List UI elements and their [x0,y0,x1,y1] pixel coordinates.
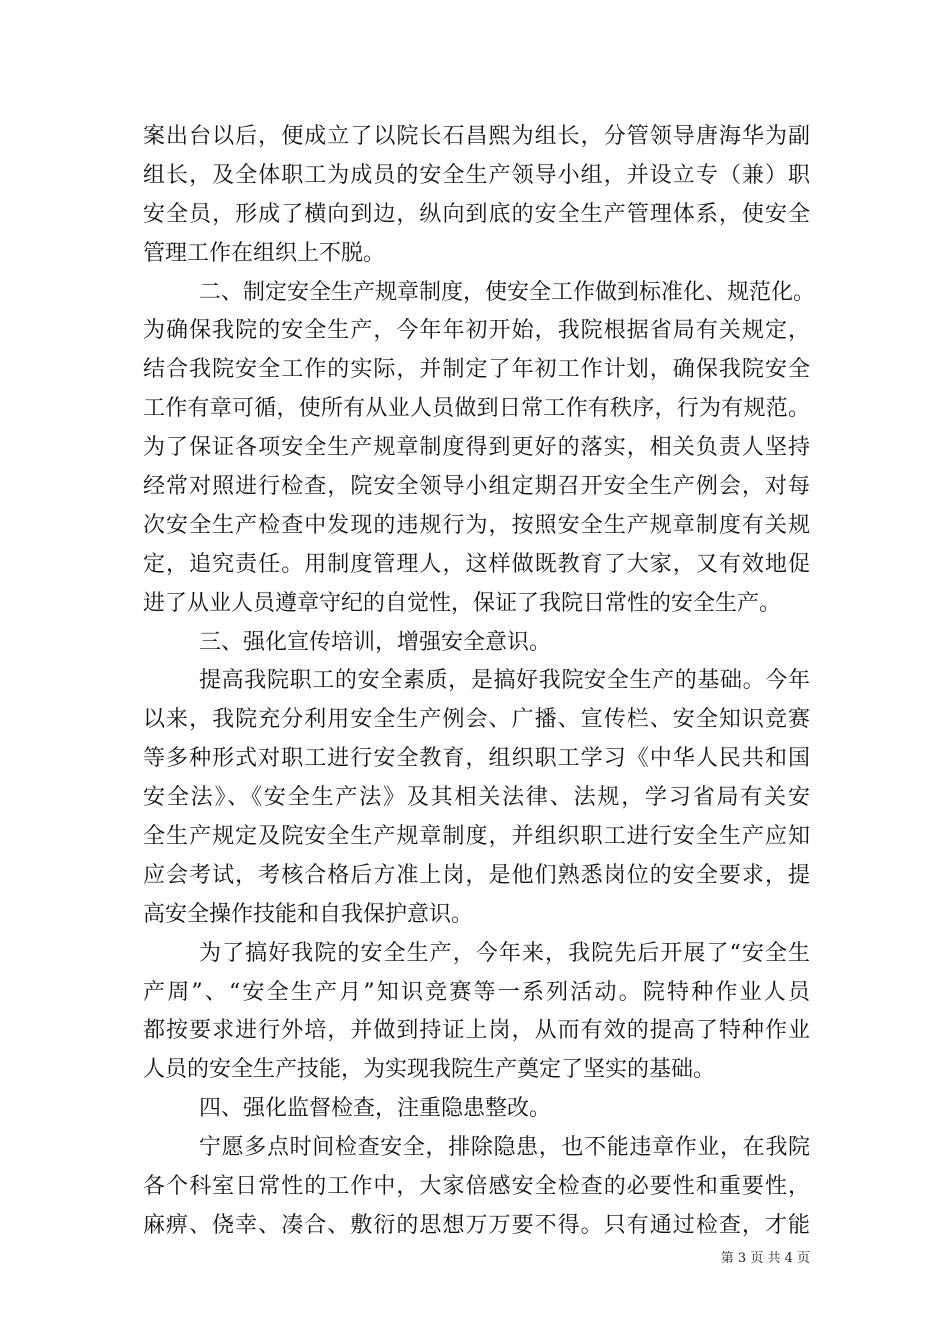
text-line: 应会考试，考核合格后方准上岗，是他们熟悉岗位的安全要求，提 [143,862,810,888]
text-line: 案出台以后，便成立了以院长石昌熙为组长，分管领导唐海华为副 [143,124,810,149]
text-line: 人员的安全生产技能，为实现我院生产奠定了坚实的基础。 [143,1057,716,1083]
text-line: 四、强化监督检查，注重隐患整改。 [199,1096,552,1122]
text-line: 组长，及全体职工为成员的安全生产领导小组，并设立专（兼）职 [143,162,810,188]
text-line: 安全法》、《安全生产法》及其相关法律、法规，学习省局有关安 [143,785,810,811]
text-line: 工作有章可循，使所有从业人员做到日常工作有秩序，行为有规范。 [143,396,810,422]
text-line: 以来，我院充分利用安全生产例会、广播、宣传栏、安全知识竞赛 [143,707,810,733]
text-line: 经常对照进行检查，院安全领导小组定期召开安全生产例会，对每 [143,474,810,500]
text-line: 安全员，形成了横向到边，纵向到底的安全生产管理体系，使安全 [143,201,810,227]
text-line: 等多种形式对职工进行安全教育，组织职工学习《中华人民共和国 [143,746,810,772]
text-line: 管理工作在组织上不脱。 [143,240,386,266]
text-line: 为了保证各项安全生产规章制度得到更好的落实，相关负责人坚持 [143,435,810,461]
document-body [143,118,816,1246]
text-line: 定，追究责任。用制度管理人，这样做既教育了大家，又有效地促 [143,551,810,577]
text-line: 二、制定安全生产规章制度，使安全工作做到标准化、规范化。 [199,279,816,305]
text-line: 为了搞好我院的安全生产，今年来，我院先后开展了“安全生 [199,940,810,966]
text-line: 结合我院安全工作的实际，并制定了年初工作计划，确保我院安全 [143,357,810,383]
text-line: 全生产规定及院安全生产规章制度，并组织职工进行安全生产应知 [143,824,810,850]
text-line: 各个科室日常性的工作中，大家倍感安全检查的必要性和重要性， [143,1174,810,1200]
page-number: 第 3 页 共 4 页 [720,1251,810,1266]
text-line: 三、强化宣传培训，增强安全意识。 [199,629,552,655]
text-line: 都按要求进行外培，并做到持证上岗，从而有效的提高了特种作业 [143,1018,810,1044]
text-line: 宁愿多点时间检查安全，排除隐患，也不能违章作业，在我院 [199,1135,810,1161]
text-line: 麻痹、侥幸、凑合、敷衍的思想万万要不得。只有通过检查，才能 [143,1212,810,1238]
text-line: 提高我院职工的安全素质，是搞好我院安全生产的基础。今年 [199,668,810,694]
text-line: 进了从业人员遵章守纪的自觉性，保证了我院日常性的安全生产。 [143,590,782,616]
text-line: 产周”、“安全生产月”知识竞赛等一系列活动。院特种作业人员 [143,979,810,1005]
text-line: 次安全生产检查中发现的违规行为，按照安全生产规章制度有关规 [143,512,810,538]
text-line: 高安全操作技能和自我保护意识。 [143,901,474,927]
text-line: 为确保我院的安全生产，今年年初开始，我院根据省局有关规定， [143,318,810,344]
